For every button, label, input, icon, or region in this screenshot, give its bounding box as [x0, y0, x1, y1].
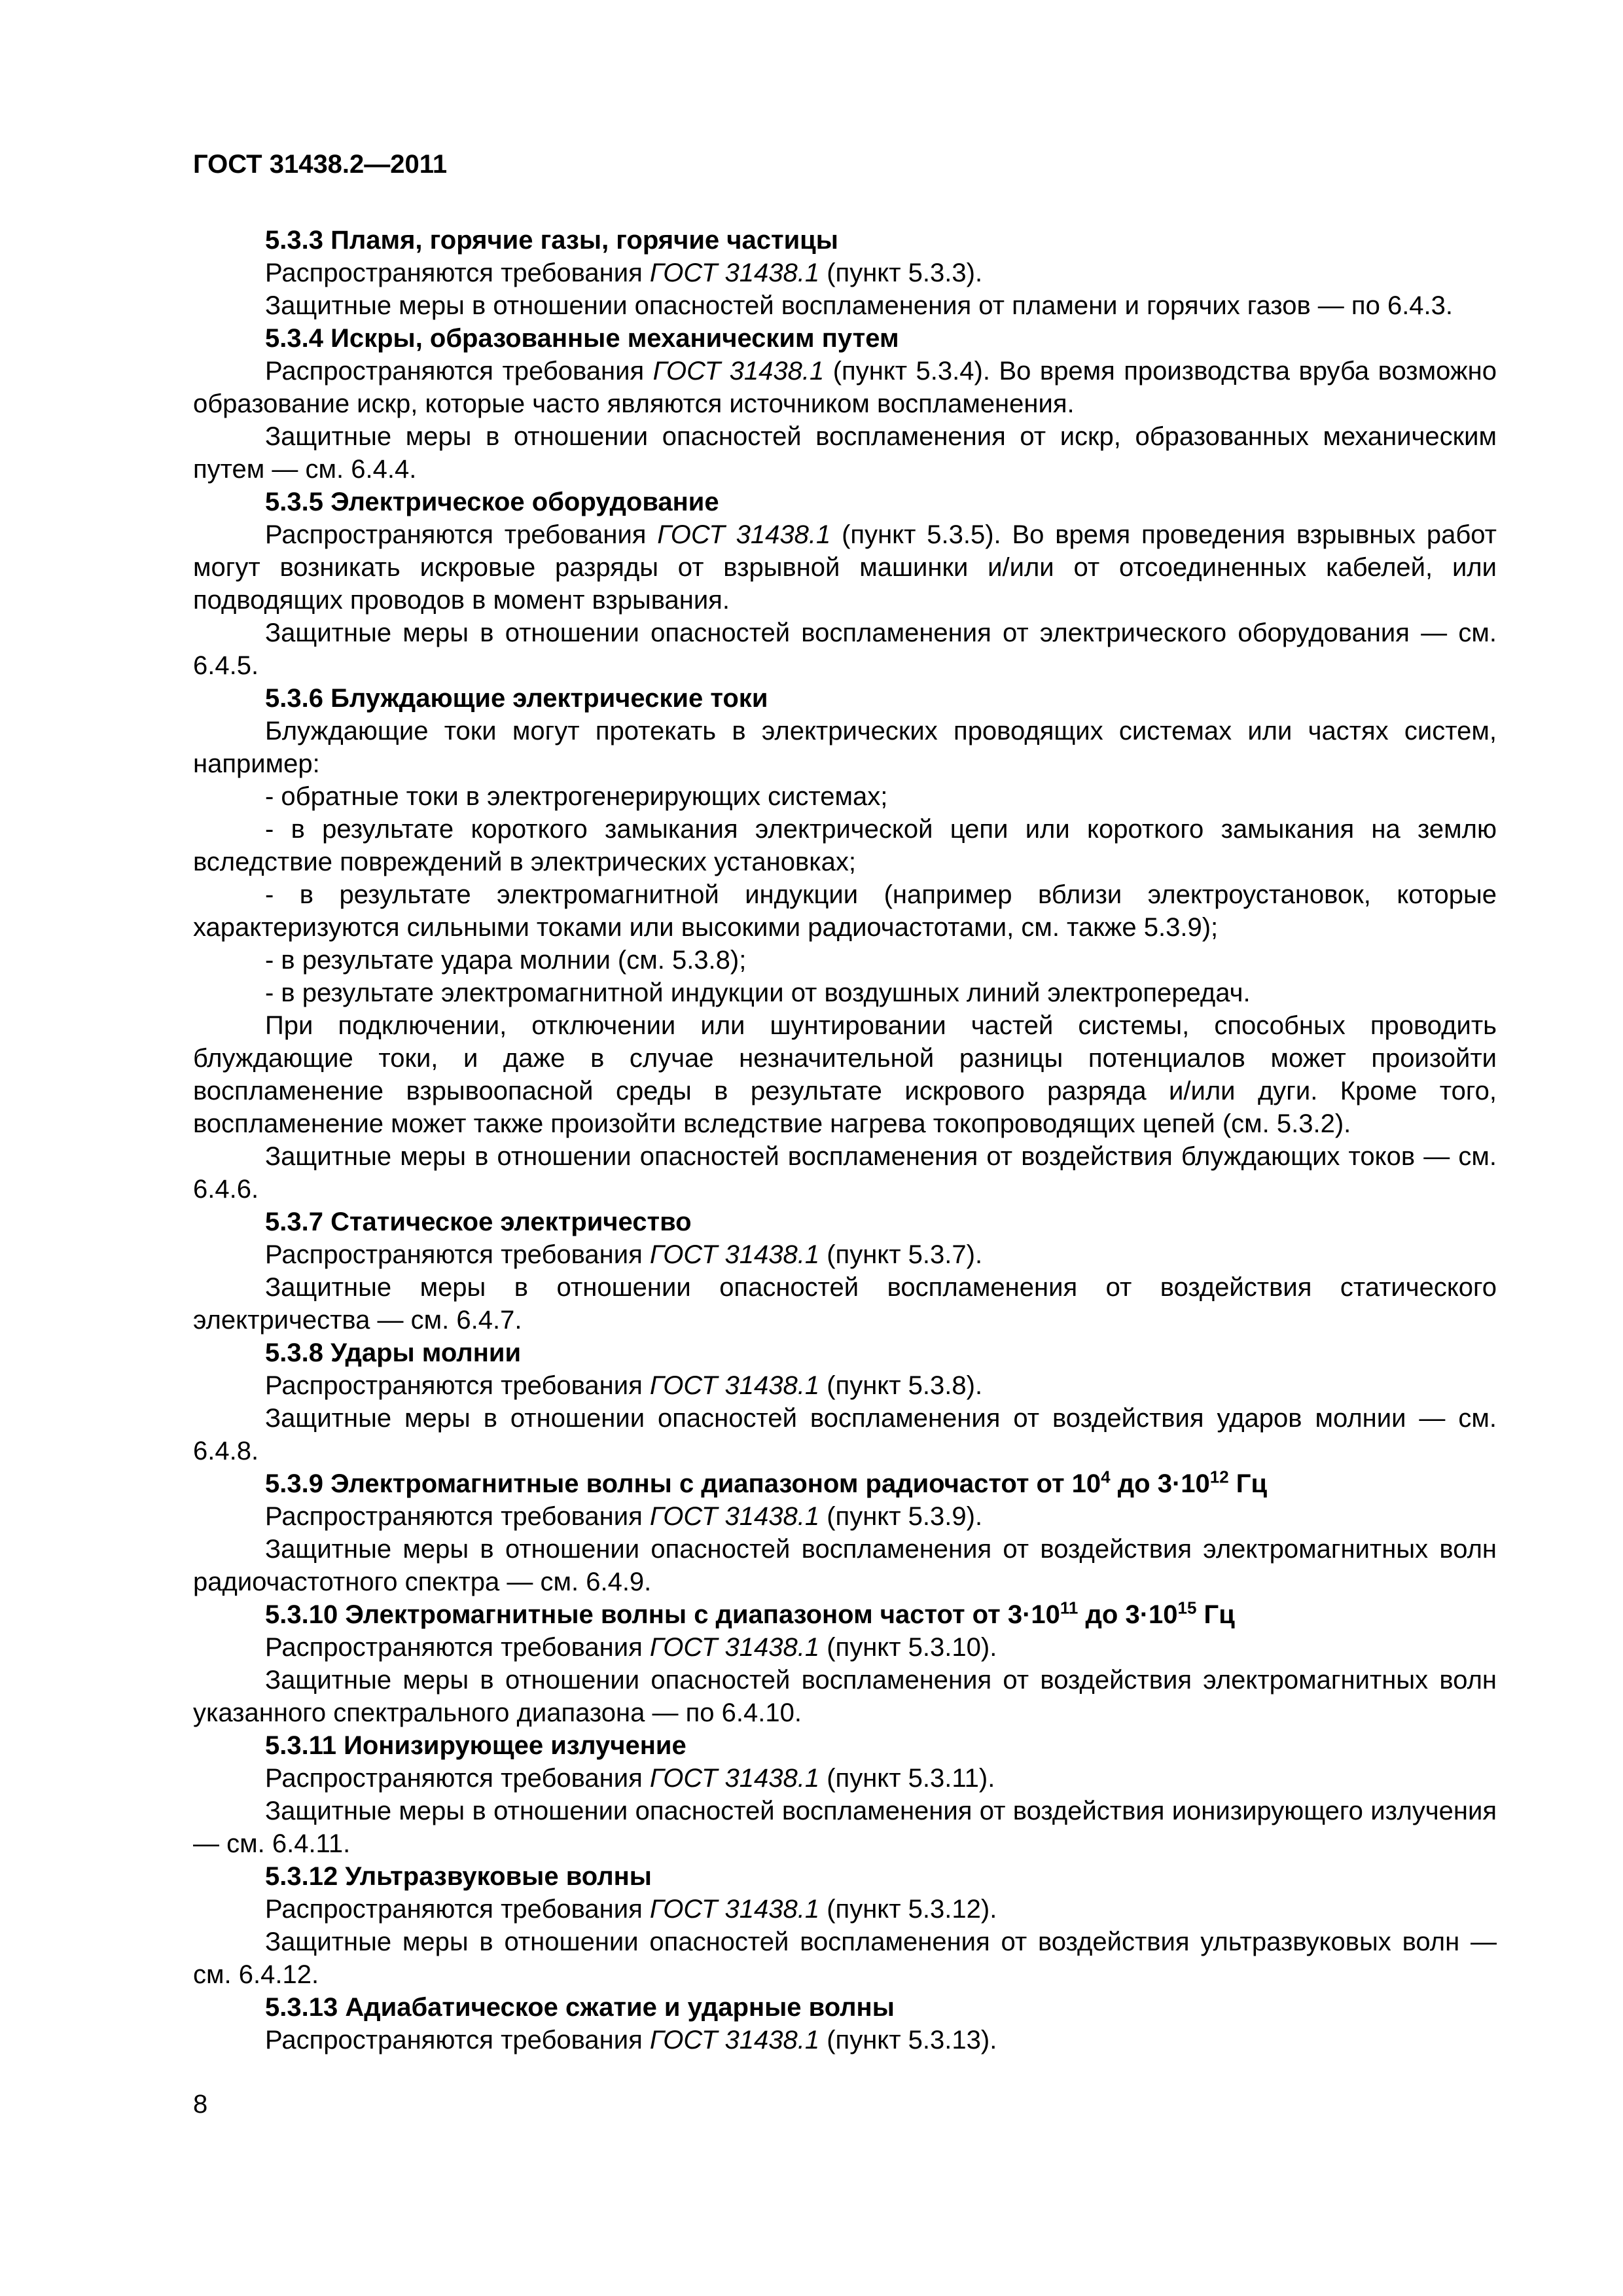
section-heading [193, 1336, 1497, 1369]
paragraph-text: Защитные меры в отношении опасностей воспламенения от воздействия ионизирующего излучения — см. 6.4.11. [193, 1797, 1497, 1858]
paragraph-text: Распространяются требования [265, 259, 650, 287]
paragraph-text: Распространяются требования [265, 1240, 650, 1269]
paragraph [193, 944, 1497, 977]
page-number: 8 [193, 2090, 208, 2119]
paragraph-text: (пункт 5.3.4). Во время производства вруба возможно образование искр, которые часто являются источником воспламенения. [193, 357, 1497, 418]
section-heading [193, 1860, 1497, 1893]
paragraph [193, 420, 1497, 486]
paragraph-text: Защитные меры в отношении опасностей воспламенения от пламени и горячих газов — по 6.4.3. [265, 291, 1454, 320]
paragraph [193, 1140, 1497, 1206]
heading-text: 5.3.5 Электрическое оборудование [265, 488, 719, 516]
heading-text: 5.3.7 Статическое электричество [265, 1208, 692, 1236]
heading-text: 5.3.4 Искры, образованные механическим путем [265, 324, 899, 353]
paragraph-text: Защитные меры в отношении опасностей воспламенения от воздействия электромагнитных волн указанного спектрального диапазона — по 6.4.10. [193, 1666, 1497, 1727]
paragraph-text: Распространяются требования [265, 520, 658, 549]
paragraph [193, 1238, 1497, 1271]
paragraph [193, 355, 1497, 420]
section-heading [193, 1467, 1497, 1500]
paragraph-text: Защитные меры в отношении опасностей воспламенения от искр, образованных механическим путем — см. 6.4.4. [193, 422, 1497, 484]
paragraph-text: (пункт 5.3.7). [819, 1240, 983, 1269]
paragraph [193, 1533, 1497, 1598]
paragraph-text: - в результате удара молнии (см. 5.3.8); [265, 946, 747, 975]
paragraph-text: Защитные меры в отношении опасностей воспламенения от воздействия электромагнитных волн радиочастотного спектра — см. 6.4.9. [193, 1535, 1497, 1596]
paragraph-text: (пункт 5.3.5). Во время проведения взрывных работ могут возникать искровые разряды от взрывной машинки и/или от отсоединенных кабелей, или подводящих проводов в момент взрывания. [193, 520, 1497, 615]
paragraph-text: Защитные меры в отношении опасностей воспламенения от воздействия статического электричества — см. 6.4.7. [193, 1273, 1497, 1335]
paragraph-text: Распространяются требования [265, 2026, 650, 2054]
section-heading [193, 682, 1497, 715]
paragraph-text: Распространяются требования [265, 1502, 650, 1531]
paragraph-text: - обратные токи в электрогенерирующих системах; [265, 782, 888, 811]
paragraph [193, 813, 1497, 878]
paragraph-text: (пункт 5.3.11). [819, 1764, 995, 1793]
paragraph [193, 1664, 1497, 1729]
paragraph-text: (пункт 5.3.13). [819, 2026, 997, 2054]
section-heading [193, 322, 1497, 355]
paragraph-text: Защитные меры в отношении опасностей воспламенения от воздействия ударов молнии — см. 6.4.8. [193, 1404, 1497, 1465]
standard-reference: ГОСТ 31438.1 [652, 357, 825, 386]
paragraph-text: Защитные меры в отношении опасностей воспламенения от воздействия блуждающих токов — см. 6.4.6. [193, 1142, 1497, 1204]
paragraph [193, 1762, 1497, 1795]
paragraph [193, 780, 1497, 813]
paragraph-text: При подключении, отключении или шунтировании частей системы, способных проводить блуждающие токи, и даже в случае незначительной разницы потенциалов может произойти воспламенение взрывоопасной среды в результате искрового разряда и/или дуги. Кроме того, воспламенение может также произойти вследствие нагрева токопроводящих цепей (см. 5.3.2). [193, 1011, 1497, 1138]
heading-text: 5.3.9 Электромагнитные волны с диапазоном радиочастот от 10 [265, 1469, 1101, 1498]
section-heading [193, 1729, 1497, 1762]
paragraph [193, 2024, 1497, 2056]
standard-reference: ГОСТ 31438.1 [649, 1240, 820, 1269]
superscript: 15 [1177, 1598, 1197, 1618]
paragraph [193, 289, 1497, 322]
heading-text: 5.3.11 Ионизирующее излучение [265, 1731, 687, 1760]
heading-text: 5.3.10 Электромагнитные волны с диапазоном частот от 3·10 [265, 1600, 1060, 1629]
paragraph [193, 1893, 1497, 1926]
section-heading [193, 224, 1497, 257]
paragraph-text: - в результате электромагнитной индукции от воздушных линий электропередач. [265, 978, 1251, 1007]
paragraph-text: Защитные меры в отношении опасностей воспламенения от воздействия ультразвуковых волн — см. 6.4.12. [193, 1928, 1497, 1989]
superscript: 4 [1101, 1467, 1111, 1487]
paragraph [193, 1369, 1497, 1402]
superscript: 11 [1060, 1598, 1079, 1618]
heading-text: 5.3.6 Блуждающие электрические токи [265, 684, 768, 713]
document-header: ГОСТ 31438.2—2011 [193, 150, 448, 179]
paragraph-text: (пункт 5.3.8). [819, 1371, 983, 1400]
standard-reference: ГОСТ 31438.1 [649, 1895, 820, 1924]
superscript: 12 [1209, 1467, 1229, 1487]
standard-reference: ГОСТ 31438.1 [657, 520, 831, 549]
heading-text: Гц [1228, 1469, 1268, 1498]
document-body [193, 224, 1497, 2056]
paragraph [193, 977, 1497, 1009]
paragraph [193, 518, 1497, 617]
paragraph-text: Распространяются требования [265, 1895, 650, 1924]
paragraph [193, 1271, 1497, 1336]
paragraph-text: - в результате электромагнитной индукции (например вблизи электроустановок, которые характеризуются сильными токами или высокими радиочастотами, см. также 5.3.9); [193, 880, 1497, 942]
paragraph-text: (пункт 5.3.3). [819, 259, 983, 287]
standard-reference: ГОСТ 31438.1 [649, 1502, 820, 1531]
paragraph-text: Защитные меры в отношении опасностей воспламенения от электрического оборудования — см. 6.4.5. [193, 619, 1497, 680]
paragraph [193, 617, 1497, 682]
paragraph [193, 1500, 1497, 1533]
heading-text: 5.3.12 Ультразвуковые волны [265, 1862, 652, 1891]
paragraph-text: (пункт 5.3.12). [819, 1895, 997, 1924]
paragraph [193, 1009, 1497, 1140]
standard-reference: ГОСТ 31438.1 [649, 1371, 820, 1400]
section-heading [193, 1206, 1497, 1238]
standard-reference: ГОСТ 31438.1 [649, 1633, 820, 1662]
paragraph [193, 257, 1497, 289]
heading-text: 5.3.13 Адиабатическое сжатие и ударные волны [265, 1993, 895, 2022]
paragraph [193, 1402, 1497, 1467]
standard-reference: ГОСТ 31438.1 [649, 1764, 820, 1793]
standard-reference: ГОСТ 31438.1 [649, 2026, 820, 2054]
paragraph [193, 878, 1497, 944]
paragraph [193, 1926, 1497, 1991]
section-heading [193, 1598, 1497, 1631]
paragraph-text: Распространяются требования [265, 1633, 650, 1662]
heading-text: до 3·10 [1110, 1469, 1210, 1498]
section-heading [193, 1991, 1497, 2024]
heading-text: Гц [1196, 1600, 1235, 1629]
section-heading [193, 486, 1497, 518]
heading-text: 5.3.3 Пламя, горячие газы, горячие частицы [265, 226, 838, 255]
paragraph-text: Распространяются требования [265, 357, 653, 386]
paragraph [193, 1631, 1497, 1664]
paragraph [193, 1795, 1497, 1860]
paragraph-text: Блуждающие токи могут протекать в электрических проводящих системах или частях систем, например: [193, 717, 1497, 778]
heading-text: до 3·10 [1078, 1600, 1178, 1629]
paragraph-text: Распространяются требования [265, 1371, 650, 1400]
paragraph-text: (пункт 5.3.10). [819, 1633, 997, 1662]
heading-text: 5.3.8 Удары молнии [265, 1338, 522, 1367]
paragraph-text: Распространяются требования [265, 1764, 650, 1793]
paragraph-text: (пункт 5.3.9). [819, 1502, 983, 1531]
paragraph [193, 715, 1497, 780]
standard-reference: ГОСТ 31438.1 [649, 259, 820, 287]
paragraph-text: - в результате короткого замыкания электрической цепи или короткого замыкания на землю вследствие повреждений в электрических установках; [193, 815, 1497, 876]
